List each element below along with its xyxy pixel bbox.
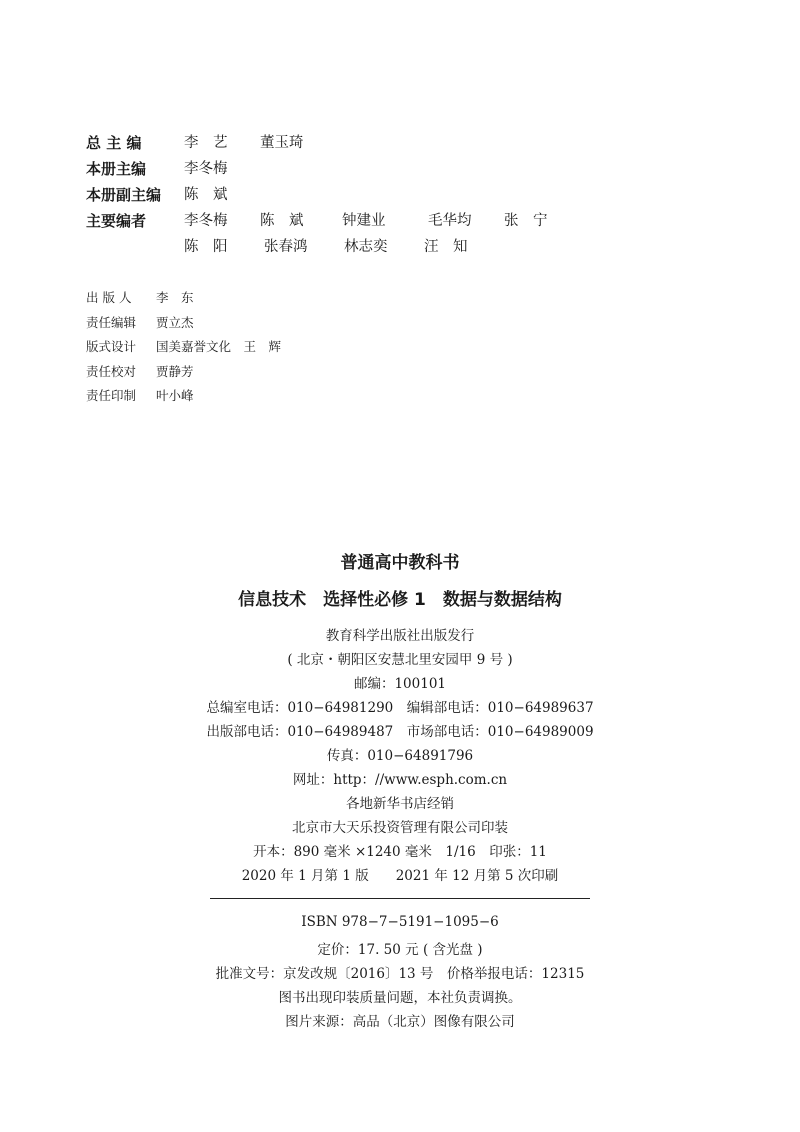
staff-name: 叶小峰	[156, 388, 194, 403]
publisher: 教育科学出版社出版发行	[325, 628, 475, 644]
format: 开本：890 毫米 ×1240 毫米 1/16 印张：11	[253, 844, 547, 860]
editor-name: 李冬梅	[184, 161, 228, 177]
quality-notice: 图书出现印装质量问题，本社负责调换。	[278, 990, 522, 1006]
website: 网址：http：//www.esph.com.cn	[292, 772, 508, 788]
edition: 2020 年 1 月第 1 版 2021 年 12 月第 5 次印刷	[241, 868, 559, 884]
divider	[210, 898, 590, 899]
editor-name: 陈 斌	[184, 187, 228, 203]
postcode: 邮编：100101	[353, 676, 447, 692]
price: 定价：17. 50 元 ( 含光盘 )	[317, 942, 483, 958]
staff-role: 责任校对	[86, 363, 137, 379]
editor-role: 本册主编	[86, 160, 147, 178]
editor-name: 钟建业	[342, 213, 386, 229]
distribution: 各地新华书店经销	[346, 796, 454, 812]
staff-role: 出 版 人	[86, 290, 132, 305]
address: ( 北京・朝阳区安慧北里安园甲 9 号 )	[287, 652, 513, 668]
phone-line-2: 出版部电话：010−64989487 市场部电话：010−64989009	[206, 724, 594, 740]
fax: 传真：010−64891796	[326, 748, 474, 764]
phone-line-1: 总编室电话：010−64981290 编辑部电话：010−64989637	[206, 700, 594, 716]
editor-name: 李 艺	[184, 135, 228, 151]
editor-name: 李冬梅	[184, 213, 228, 229]
image-source: 图片来源：高品（北京）图像有限公司	[285, 1014, 515, 1030]
editor-name: 林志奕	[344, 239, 388, 255]
staff-role: 版式设计	[86, 339, 137, 354]
editor-name: 陈 斌	[260, 213, 304, 229]
staff-name: 国美嘉誉文化 王 辉	[156, 339, 282, 354]
editor-name: 陈 阳	[184, 239, 228, 255]
staff-role: 责任编辑	[86, 314, 137, 330]
editor-name: 董玉琦	[260, 135, 304, 151]
staff-name: 贾立杰	[156, 314, 194, 330]
approval-number: 批准文号：京发改规〔2016〕13 号 价格举报电话：12315	[215, 966, 585, 982]
editor-role: 主要编者	[86, 212, 147, 230]
editor-role: 本册副主编	[86, 186, 162, 204]
book-title: 信息技术 选择性必修 1 数据与数据结构	[238, 590, 562, 610]
staff-role: 责任印制	[86, 388, 137, 403]
editor-name: 张 宁	[504, 213, 548, 229]
editor-name: 汪 知	[424, 239, 468, 255]
isbn: ISBN 978−7−5191−1095−6	[301, 914, 499, 930]
staff-name: 贾静芳	[156, 363, 194, 379]
editor-name: 张春鸿	[264, 239, 308, 255]
printer: 北京市大天乐投资管理有限公司印装	[292, 820, 508, 836]
editor-name: 毛华均	[428, 213, 472, 229]
series-title: 普通高中教科书	[340, 553, 460, 573]
editor-role: 总 主 编	[86, 134, 142, 152]
staff-name: 李 东	[156, 290, 194, 305]
